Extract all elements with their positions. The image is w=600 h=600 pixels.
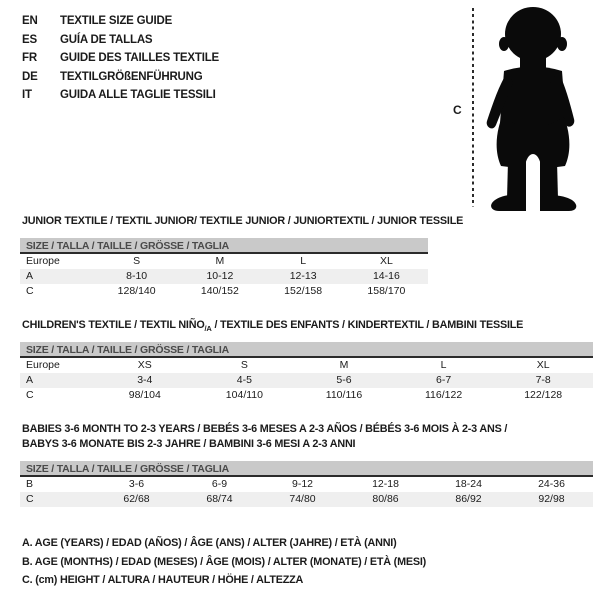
height-cell: 98/104 <box>128 389 161 401</box>
height-cell: 140/152 <box>200 285 239 297</box>
age-cell: 24-36 <box>538 478 565 490</box>
age-cell: 7-8 <box>535 374 551 386</box>
height-cell: 74/80 <box>289 493 316 505</box>
age-cell: 12-18 <box>372 478 399 490</box>
table-row <box>20 388 593 403</box>
size-header-bar: SIZE / TALLA / TAILLE / GRÖSSE / TAGLIA <box>20 461 593 477</box>
footnote-age-months: B. AGE (MONTHS) / EDAD (MESES) / ÂGE (MOIS) / ALTER (MONATE) / ETÀ (MESI) <box>22 555 427 568</box>
language-code: IT <box>22 89 32 102</box>
language-title: GUIDE DES TAILLES TEXTILE <box>60 52 219 65</box>
language-row <box>22 86 219 105</box>
size-cell: XL <box>536 359 550 371</box>
row-label: C <box>26 285 34 297</box>
language-title: TEXTILE SIZE GUIDE <box>60 15 173 28</box>
footnote-age-years: A. AGE (YEARS) / EDAD (AÑOS) / ÂGE (ANS) / ALTER (JAHRE) / ETÀ (ANNI) <box>22 537 397 549</box>
size-cell: S <box>240 359 248 371</box>
children-section-title <box>22 319 523 333</box>
age-cell: 14-16 <box>372 270 400 282</box>
height-dashed-line <box>472 8 474 207</box>
height-cell: 158/170 <box>367 285 406 297</box>
height-cell: 92/98 <box>538 493 565 505</box>
age-cell: 5-6 <box>336 374 352 386</box>
age-cell: 6-9 <box>211 478 228 490</box>
language-title: GUÍA DE TALLAS <box>60 33 153 46</box>
size-header-bar: SIZE / TALLA / TAILLE / GRÖSSE / TAGLIA <box>20 238 428 254</box>
language-code: EN <box>22 15 38 28</box>
height-cell: 86/92 <box>455 493 482 505</box>
age-cell: 9-12 <box>291 478 313 490</box>
size-cell: XL <box>379 255 393 267</box>
footnote-height-cm: C. (cm) HEIGHT / ALTURA / HAUTEUR / HÖHE / ALTEZZA <box>22 574 304 586</box>
size-cell: M <box>339 359 349 371</box>
language-code: FR <box>22 52 37 65</box>
size-cell: L <box>440 359 447 371</box>
height-cell: 68/74 <box>206 493 233 505</box>
age-cell: 6-7 <box>435 374 452 386</box>
babies-title-line1: BABIES 3-6 MONTH TO 2-3 YEARS / BEBÉS 3-6 MESES A 2-3 AÑOS / BÉBÉS 3-6 MOIS À 2-3 ANS / <box>22 423 508 435</box>
row-label: C <box>26 493 34 505</box>
children-size-table <box>20 342 593 403</box>
language-row <box>22 12 219 31</box>
row-label: C <box>26 389 34 401</box>
age-cell: 4-5 <box>236 374 252 386</box>
size-cell: L <box>300 255 307 267</box>
table-row <box>20 477 593 492</box>
age-cell: 12-13 <box>289 270 317 282</box>
babies-title-line2: BABYS 3-6 MONATE BIS 2-3 JAHRE / BAMBINI 3-6 MESI A 2-3 ANNI <box>22 437 356 450</box>
table-row <box>20 358 593 373</box>
language-title: GUIDA ALLE TAGLIE TESSILI <box>60 89 216 102</box>
size-header-bar: SIZE / TALLA / TAILLE / GRÖSSE / TAGLIA <box>20 342 593 358</box>
size-cell: S <box>133 255 141 267</box>
row-label: A <box>26 374 34 386</box>
age-cell: 10-12 <box>206 270 234 282</box>
height-cell: 110/116 <box>325 389 363 401</box>
babies-section-title <box>22 422 507 451</box>
row-label: B <box>26 478 34 490</box>
age-cell: 8-10 <box>126 270 148 282</box>
toddler-silhouette-image <box>478 5 590 211</box>
language-row <box>22 49 219 68</box>
age-cell: 3-6 <box>128 478 145 490</box>
height-cell: 152/158 <box>284 285 323 297</box>
height-cell: 80/86 <box>372 493 399 505</box>
table-row <box>20 492 593 507</box>
language-code: ES <box>22 33 37 46</box>
junior-size-table <box>20 238 428 299</box>
language-row <box>22 68 219 87</box>
babies-size-table <box>20 461 593 507</box>
language-list <box>22 12 219 105</box>
age-cell: 18-24 <box>455 478 482 490</box>
children-title-sub: /A <box>204 324 212 334</box>
legend-footnotes <box>22 534 426 590</box>
height-label-c: C <box>453 103 462 117</box>
children-title-post: / TEXTILE DES ENFANTS / KINDERTEXTIL / BAMBINI TESSILE <box>211 319 524 331</box>
height-cell: 116/122 <box>424 389 463 401</box>
table-row <box>20 254 428 269</box>
language-title: TEXTILGRÖßENFÜHRUNG <box>60 70 203 83</box>
age-cell: 3-4 <box>137 374 153 386</box>
row-label: Europe <box>26 359 60 371</box>
table-row <box>20 373 593 388</box>
row-label: A <box>26 270 34 282</box>
language-code: DE <box>22 70 38 83</box>
size-cell: M <box>215 255 225 267</box>
table-row <box>20 284 428 299</box>
size-cell: XS <box>137 359 152 371</box>
height-cell: 128/140 <box>117 285 156 297</box>
height-cell: 122/128 <box>524 389 563 401</box>
children-title-pre: CHILDREN'S TEXTILE / TEXTIL NIÑO <box>22 319 205 331</box>
height-cell: 62/68 <box>123 493 150 505</box>
table-row <box>20 269 428 284</box>
height-cell: 104/110 <box>225 389 263 401</box>
row-label: Europe <box>26 255 60 267</box>
language-row <box>22 31 219 50</box>
junior-section-title: JUNIOR TEXTILE / TEXTIL JUNIOR/ TEXTILE JUNIOR / JUNIORTEXTIL / JUNIOR TESSILE <box>22 215 464 227</box>
